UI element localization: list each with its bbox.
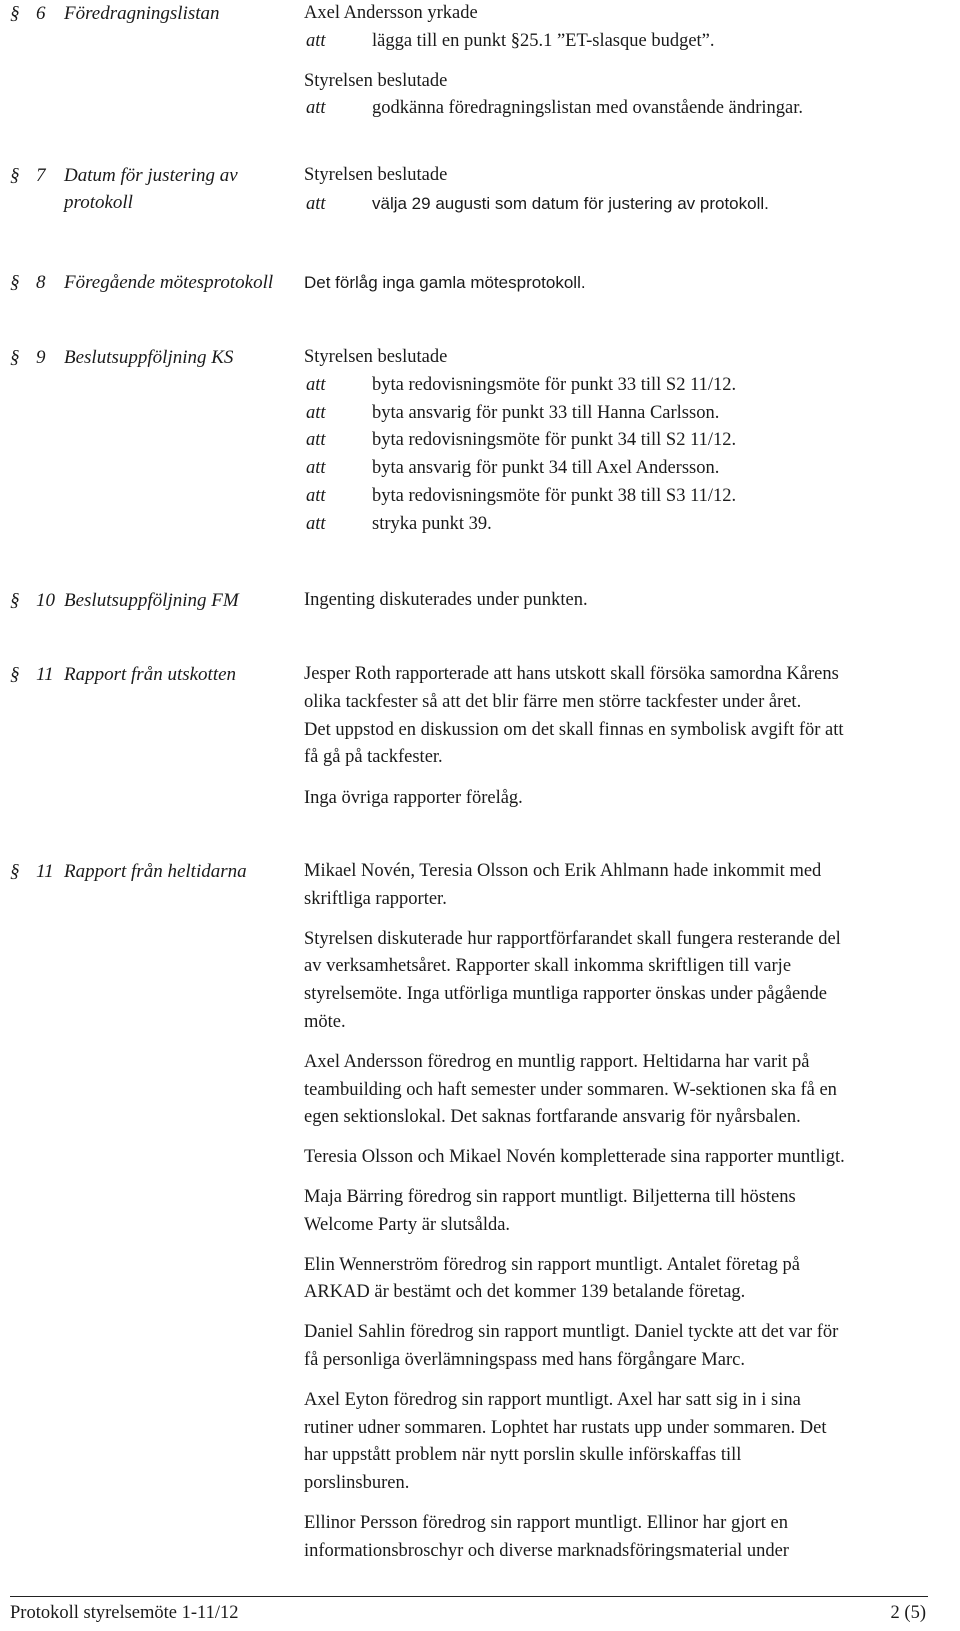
att-keyword: att [306, 485, 326, 506]
text-line: Axel Eyton föredrog sin rapport muntligt. Axel har satt sig in i sina [304, 1389, 801, 1410]
att-clause [304, 455, 956, 483]
decision-lead: Axel Andersson yrkade [304, 3, 478, 23]
text-line: få personliga överlämningspass med hans förgångare Marc. [304, 1349, 745, 1370]
text-line: av verksamhetsåret. Rapporter skall inkomma skriftligen till varje [304, 956, 792, 977]
text-line: rutiner udner sommaren. Lophtet har rustats upp under sommaren. Det [304, 1417, 827, 1438]
att-clause [304, 400, 956, 428]
att-keyword: att [306, 98, 326, 119]
decision-lead: Styrelsen beslutade [304, 347, 448, 367]
att-text: godkänna föredragningslistan med ovanstående ändringar. [372, 98, 804, 119]
section-symbol: § [10, 165, 20, 186]
paragraph [304, 1387, 956, 1498]
paragraph [304, 926, 956, 1037]
att-clause [304, 190, 956, 219]
section-heading [10, 587, 295, 614]
section-symbol: § [10, 590, 20, 611]
section-body [304, 162, 956, 219]
section-title: Beslutsuppföljning KS [64, 347, 234, 368]
att-text: stryka punkt 39. [372, 513, 492, 534]
att-clause [304, 28, 956, 56]
text-line: har uppstått problem när nytt porslin skulle införskaffas till [304, 1445, 742, 1466]
section-heading [10, 661, 295, 688]
text-line: få gå på tackfester. [304, 747, 443, 768]
section-number: 8 [36, 272, 46, 293]
paragraph [304, 1049, 956, 1132]
text-line: porslinsburen. [304, 1473, 410, 1494]
text-line: Maja Bärring föredrog sin rapport muntligt. Biljetterna till höstens [304, 1186, 796, 1207]
section-title: Föregående mötesprotokoll [64, 272, 274, 293]
decision-lead: Styrelsen beslutade [304, 165, 448, 185]
att-keyword: att [306, 402, 326, 423]
text-line: informationsbroschyr och diverse marknadsföringsmaterial under [304, 1540, 789, 1561]
att-text: byta redovisningsmöte för punkt 34 till S2 11/12. [372, 430, 737, 451]
att-keyword: att [306, 513, 326, 534]
text-line: styrelsemöte. Inga utförliga muntliga rapporter önskas under pågående [304, 984, 827, 1005]
att-keyword: att [306, 374, 326, 395]
att-text: lägga till en punkt §25.1 ”ET-slasque budget”. [372, 30, 715, 51]
paragraph [304, 1184, 956, 1240]
section-title: Föredragningslistan [64, 3, 220, 24]
section-title: Beslutsuppföljning FM [64, 590, 239, 611]
paragraph [304, 1510, 956, 1566]
att-text: byta redovisningsmöte för punkt 38 till S3 11/12. [372, 485, 737, 506]
section-number: 11 [36, 861, 54, 882]
section-heading [10, 344, 295, 371]
text-line: Jesper Roth rapporterade att hans utskott skall försöka samordna Kårens [304, 664, 839, 684]
att-clause [304, 511, 956, 539]
att-text: byta redovisningsmöte för punkt 33 till S2 11/12. [372, 374, 737, 395]
section-symbol: § [10, 347, 20, 368]
text-line: Welcome Party är slutsålda. [304, 1214, 511, 1235]
text-line: Styrelsen diskuterade hur rapportförfarandet skall fungera resterande del [304, 928, 841, 949]
section-body [304, 661, 956, 826]
section-body [304, 0, 956, 123]
text-line: skriftliga rapporter. [304, 888, 447, 909]
section-title: Rapport från utskotten [64, 664, 237, 685]
section-number: 7 [36, 165, 46, 186]
text-line: Teresia Olsson och Mikael Novén kompletterade sina rapporter muntligt. [304, 1147, 845, 1168]
att-keyword: att [306, 430, 326, 451]
att-clause [304, 372, 956, 400]
att-keyword: att [306, 193, 326, 214]
paragraph [304, 785, 956, 813]
paragraph [304, 1252, 956, 1308]
text-line: Mikael Novén, Teresia Olsson och Erik Ahlmann hade inkommit med [304, 861, 822, 881]
section-body [304, 269, 956, 297]
section-symbol: § [10, 861, 20, 882]
section-body [304, 587, 956, 615]
footer-document-title: Protokoll styrelsemöte 1-11/12 [10, 1603, 239, 1623]
section-number: 11 [36, 664, 54, 685]
section-title: Rapport från heltidarna [64, 861, 247, 882]
section-heading [10, 162, 295, 216]
text-line: Inga övriga rapporter förelåg. [304, 788, 523, 809]
text-line: Ellinor Persson föredrog sin rapport muntligt. Ellinor har gjort en [304, 1512, 788, 1533]
paragraph [304, 858, 956, 914]
text-line: olika tackfester så att det blir färre men större tackfester under året. [304, 691, 802, 712]
section-number: 6 [36, 3, 46, 24]
text-line: Elin Wennerström föredrog sin rapport muntligt. Antalet företag på [304, 1254, 801, 1275]
section-body [304, 344, 956, 539]
paragraph [304, 1144, 956, 1172]
section-text: Det förlåg inga gamla mötesprotokoll. [304, 273, 586, 292]
section-heading [10, 0, 295, 27]
section-title: Datum för justering av protokoll [64, 165, 238, 213]
att-text: välja 29 augusti som datum för justering av protokoll. [372, 193, 769, 213]
footer-divider [10, 1596, 928, 1597]
text-line: Daniel Sahlin föredrog sin rapport muntligt. Daniel tyckte att det var för [304, 1322, 839, 1343]
att-keyword: att [306, 30, 326, 51]
decision-lead: Styrelsen beslutade [304, 70, 448, 91]
section-heading [10, 269, 295, 296]
att-clause [304, 483, 956, 511]
section-symbol: § [10, 3, 20, 24]
section-number: 10 [36, 590, 55, 611]
section-symbol: § [10, 664, 20, 685]
att-text: byta ansvarig för punkt 34 till Axel Andersson. [372, 458, 720, 479]
att-clause [304, 427, 956, 455]
paragraph [304, 1319, 956, 1375]
text-line: teambuilding och haft semester under sommaren. W-sektionen ska få en [304, 1079, 837, 1100]
text-line: möte. [304, 1011, 346, 1032]
section-number: 9 [36, 347, 46, 368]
att-keyword: att [306, 458, 326, 479]
footer-page-number: 2 (5) [890, 1603, 926, 1623]
text-line: Axel Andersson föredrog en muntlig rapport. Heltidarna har varit på [304, 1051, 810, 1072]
att-text: byta ansvarig för punkt 33 till Hanna Carlsson. [372, 402, 720, 423]
section-heading [10, 858, 295, 885]
section-symbol: § [10, 272, 20, 293]
att-clause [304, 95, 956, 123]
section-body [304, 858, 956, 1578]
paragraph [304, 661, 956, 772]
text-line: egen sektionslokal. Det saknas fortfarande ansvarig för nyårsbalen. [304, 1107, 801, 1128]
text-line: Det uppstod en diskussion om det skall finnas en symbolisk avgift för att [304, 719, 844, 740]
section-text: Ingenting diskuterades under punkten. [304, 590, 588, 610]
text-line: ARKAD är bestämt och det kommer 139 betalande företag. [304, 1282, 746, 1303]
